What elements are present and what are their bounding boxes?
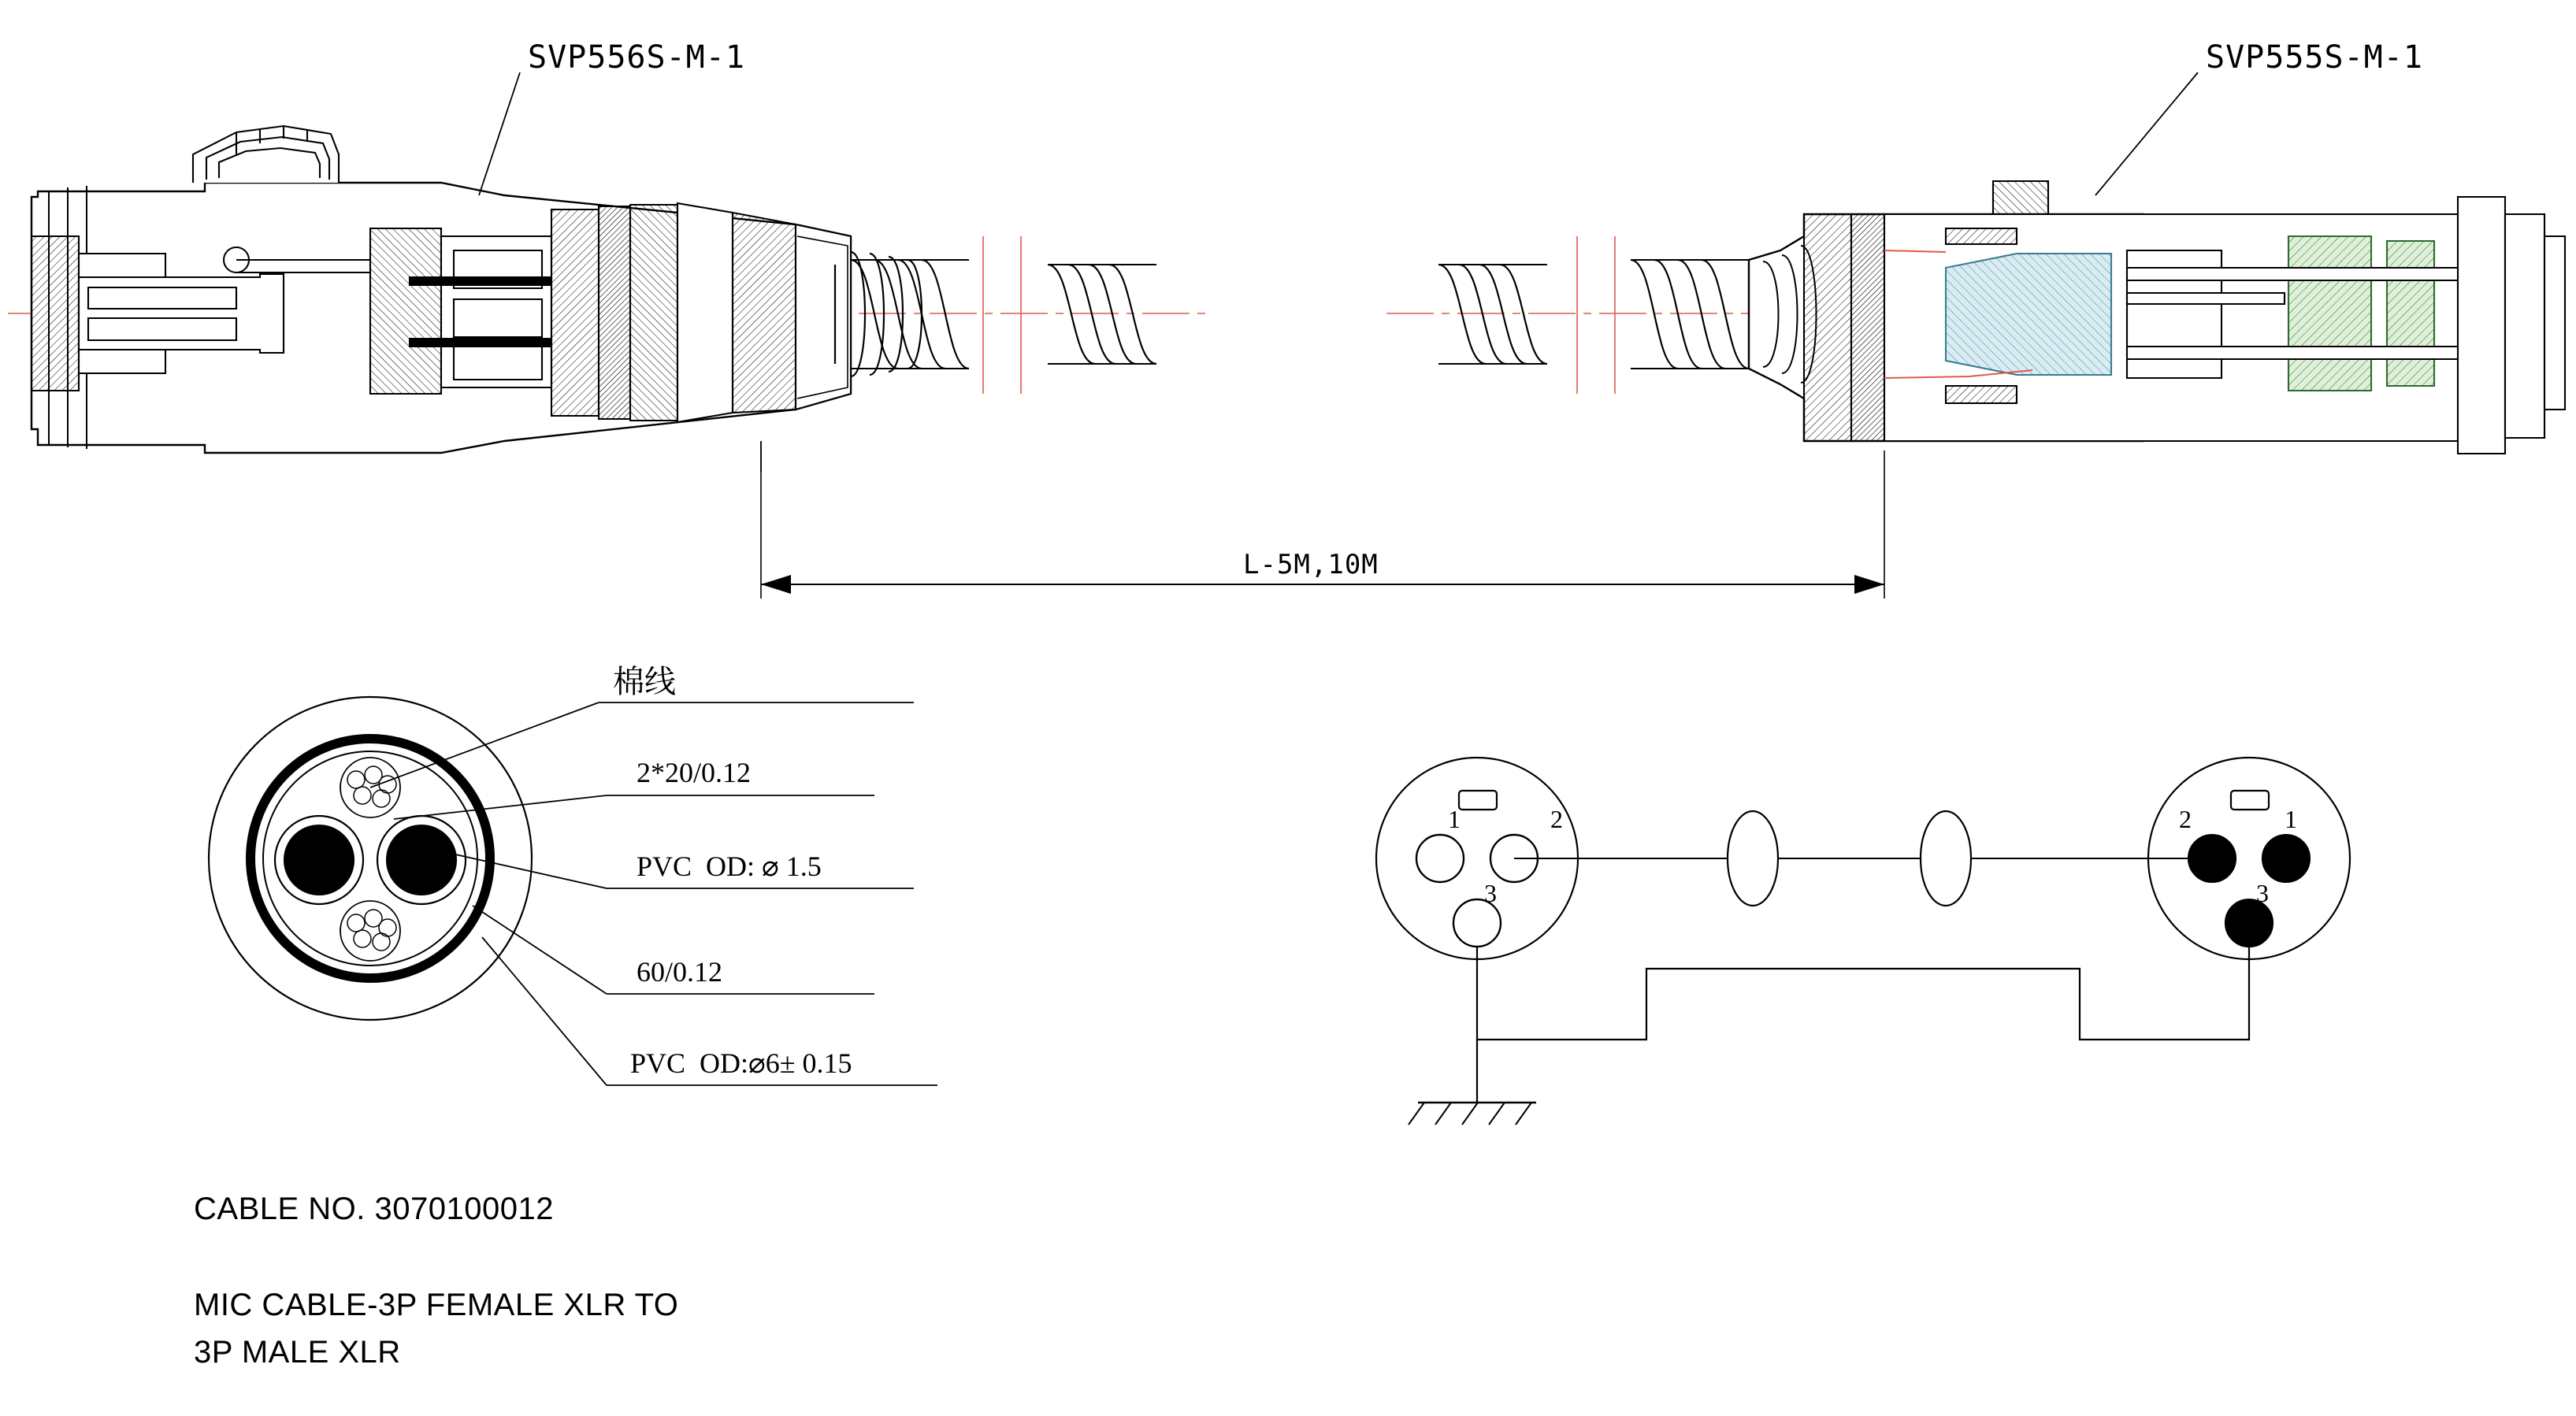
part-label-right: SVP555S-M-1	[2206, 39, 2423, 76]
pin-label-right-3: 3	[2256, 879, 2269, 907]
pin-label-right-1: 1	[2285, 805, 2297, 833]
description-line-2: 3P MALE XLR	[194, 1335, 401, 1370]
pin-label-right-2: 2	[2179, 805, 2192, 833]
callout-pvc-outer-od: PVC OD:⌀6± 0.15	[630, 1047, 852, 1079]
callout-cotton-thread: 棉线	[613, 664, 676, 699]
callout-pvc-inner-od: PVC OD: ⌀ 1.5	[637, 851, 822, 882]
pin-label-left-3: 3	[1484, 879, 1497, 907]
description-line-1: MIC CABLE-3P FEMALE XLR TO	[194, 1288, 679, 1322]
pin-label-left-1: 1	[1448, 805, 1461, 833]
pin-label-left-2: 2	[1550, 805, 1563, 833]
part-label-left: SVP556S-M-1	[528, 39, 745, 76]
cable-number: CABLE NO. 3070100012	[194, 1192, 554, 1226]
callout-conductor-strand: 2*20/0.12	[637, 757, 752, 788]
length-dimension-label: L-5M,10M	[1243, 549, 1379, 580]
callout-shield-strand: 60/0.12	[637, 956, 723, 988]
